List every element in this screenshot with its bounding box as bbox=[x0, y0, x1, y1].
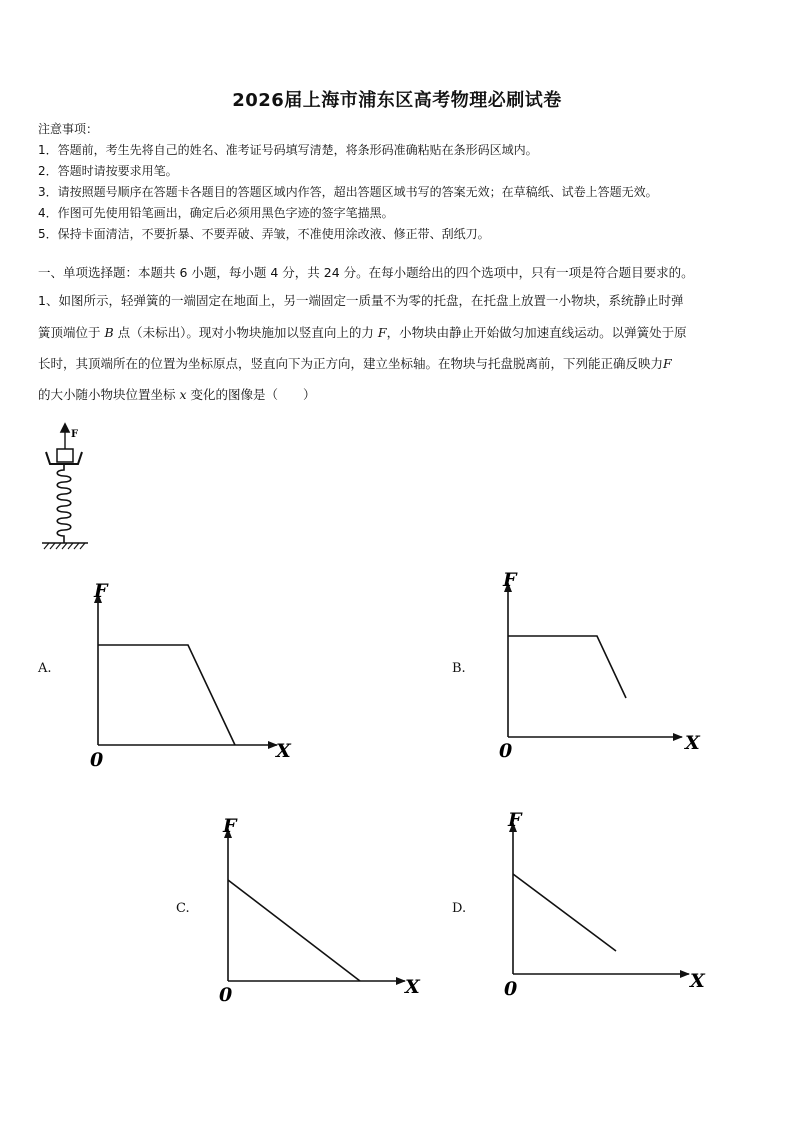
question-line-1: 1、如图所示，轻弹簧的一端固定在地面上，另一端固定一质量不为零的托盘，在托盘上放置一小物块，系统静止时弹 bbox=[38, 293, 684, 308]
x-axis-label: X bbox=[685, 732, 700, 754]
x-symbol: x bbox=[179, 387, 187, 402]
question-text: 的大小随小物块位置坐标 bbox=[38, 387, 180, 402]
question-text: ，小物块由静止开始做匀加速直线运动。以弹簧处于原 bbox=[386, 325, 687, 340]
graph-line bbox=[228, 880, 360, 981]
graph-a bbox=[98, 594, 277, 745]
section-heading: 一、单项选择题：本题共 6 小题，每小题 4 分，共 24 分。在每小题给出的四个选项中，只有一项是符合题目要求的。 bbox=[38, 265, 694, 280]
page-title: 2026届上海市浦东区高考物理必刷试卷 bbox=[232, 90, 562, 111]
notes-heading: 注意事项： bbox=[38, 122, 99, 136]
origin-label: 0 bbox=[90, 749, 104, 771]
note-item-3: 3．请按照题号顺序在答题卡各题目的答题区域内作答，超出答题区域书写的答案无效；在草稿纸、试卷上答题无效。 bbox=[38, 185, 658, 199]
option-a-label: A. bbox=[38, 661, 52, 676]
y-axis-label: F bbox=[508, 809, 522, 831]
y-axis-label: F bbox=[94, 580, 108, 602]
note-item-2: 2．答题时请按要求用笔。 bbox=[38, 164, 178, 178]
question-text: 变化的图像是（ ） bbox=[186, 387, 316, 402]
x-axis-label: X bbox=[276, 740, 291, 762]
y-axis-label: F bbox=[223, 815, 237, 837]
graph-d bbox=[513, 823, 689, 974]
question-text: 点（未标出）。现对小物块施加以竖直向上的力 bbox=[113, 325, 378, 340]
option-c-label: C. bbox=[176, 901, 190, 916]
note-item-5: 5．保持卡面清洁，不要折暴、不要弄破、弄皱，不准使用涂改液、修正带、刮纸刀。 bbox=[38, 227, 490, 241]
graph-c bbox=[228, 829, 405, 981]
y-axis-label: F bbox=[503, 569, 517, 591]
point-b-symbol: B bbox=[104, 325, 114, 340]
x-axis-label: X bbox=[405, 976, 420, 998]
graph-line bbox=[513, 874, 616, 951]
graph-line bbox=[508, 636, 626, 698]
note-item-1: 1．答题前，考生先将自己的姓名、准考证号码填写清楚，将条形码准确粘贴在条形码区域内。 bbox=[38, 143, 538, 157]
x-axis-label: X bbox=[690, 970, 705, 992]
origin-label: 0 bbox=[504, 978, 518, 1000]
question-text: 长时，其顶端所在的位置为坐标原点，竖直向下为正方向，建立坐标轴。在物块与托盘脱离前，下列能正确反映力 bbox=[38, 356, 664, 371]
note-item-4: 4．作图可先使用铅笔画出，确定后必须用黑色字迹的签字笔描黑。 bbox=[38, 206, 394, 220]
graph-b bbox=[508, 583, 682, 737]
graph-line bbox=[98, 645, 235, 745]
origin-label: 0 bbox=[499, 740, 513, 762]
force-symbol: F bbox=[663, 356, 672, 371]
option-d-label: D. bbox=[452, 901, 467, 916]
origin-label: 0 bbox=[219, 984, 233, 1006]
force-symbol: F bbox=[377, 325, 387, 340]
question-text: 簧顶端位于 bbox=[38, 325, 105, 340]
force-label: F bbox=[71, 429, 79, 440]
option-b-label: B. bbox=[452, 661, 466, 676]
